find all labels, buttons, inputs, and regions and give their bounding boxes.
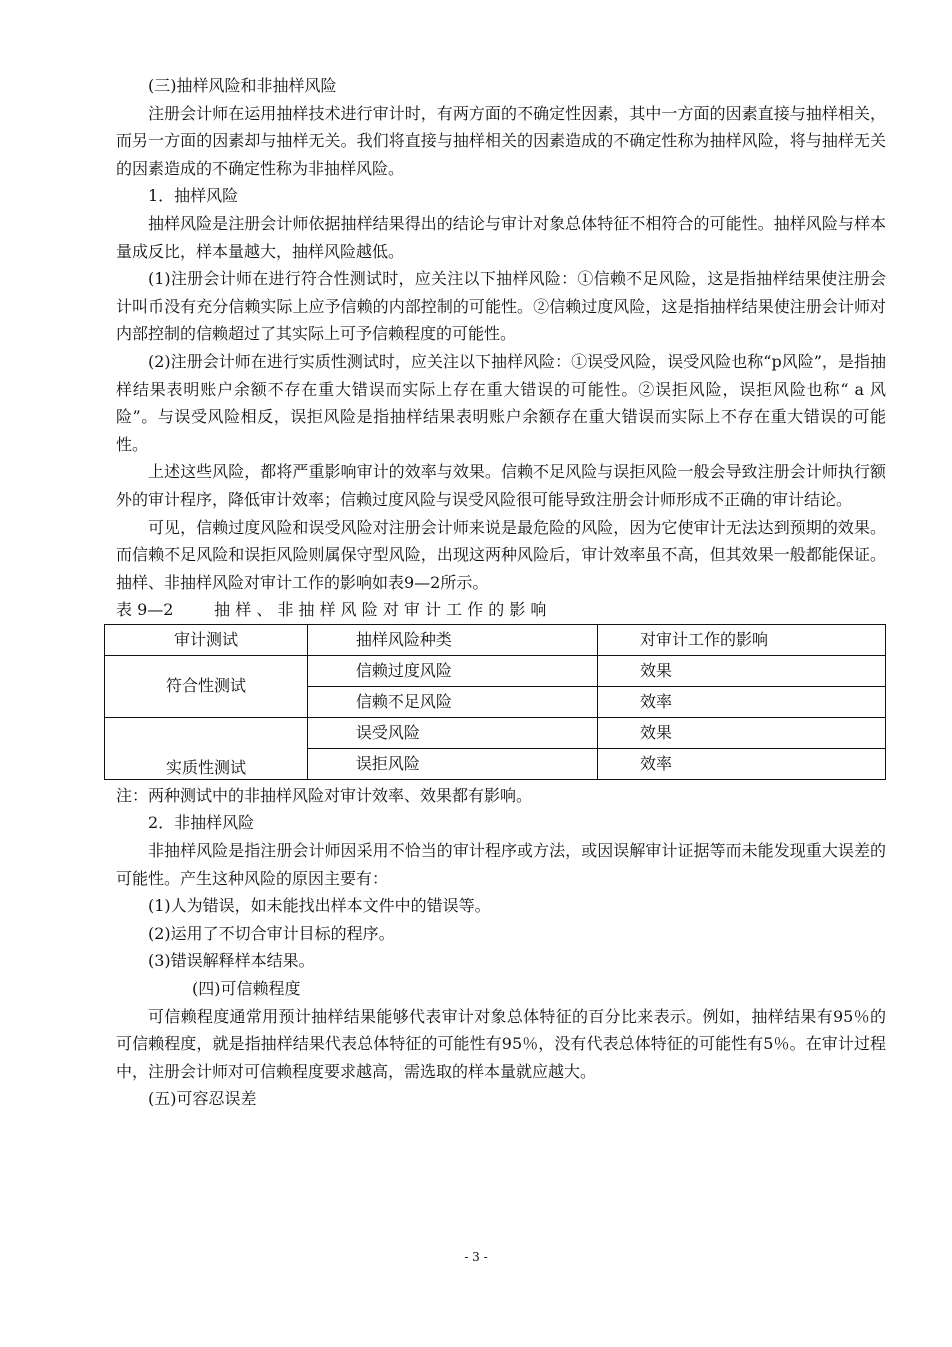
- table-cell-risk: 信赖不足风险: [307, 686, 597, 717]
- table-header-cell: 抽样风险种类: [307, 624, 597, 655]
- table-cell-test: 实质性测试: [105, 717, 308, 779]
- paragraph: 可信赖程度通常用预计抽样结果能够代表审计对象总体特征的百分比来表示。例如，抽样结果有95％的可信赖程度，就是指抽样结果代表总体特征的可能性有95％，没有代表总体特征的可能性有5％。在审计过程中，注册会计师对可信赖程度要求越高，需选取的样本量就应越大。: [116, 1006, 886, 1081]
- paragraph: 抽样风险是注册会计师依据抽样结果得出的结论与审计对象总体特征不相符合的可能性。抽样风险与样本量成反比，样本量越大，抽样风险越低。: [116, 213, 886, 261]
- table-cell-risk: 误受风险: [307, 717, 597, 748]
- table-caption: [116, 596, 886, 624]
- paragraph: 1．抽样风险: [148, 186, 239, 206]
- paragraph: (3)错误解释样本结果。: [148, 951, 315, 971]
- table-row: [105, 717, 886, 748]
- paragraph-group-1: [116, 72, 886, 596]
- paragraph: (四)可信赖程度: [192, 979, 301, 999]
- table-cell-impact: 效果: [597, 655, 885, 686]
- table-caption-number: 表 9—2: [116, 600, 174, 620]
- table-cell-risk: 误拒风险: [307, 748, 597, 779]
- paragraph: (1)人为错误，如未能找出样本文件中的错误等。: [148, 896, 491, 916]
- paragraph: (2)注册会计师在进行实质性测试时，应关注以下抽样风险：①误受风险，误受风险也称“p风险”，是指抽样结果表明账户余额不存在重大错误而实际上存在重大错误的可能性。②误拒风险，误拒风险也称“ a 风险”。与误受风险相反，误拒风险是指抽样结果表明账户余额存在重大错误而实际上不存在重大错误的可能性。: [116, 351, 886, 454]
- table-cell-impact: 效率: [597, 748, 885, 779]
- paragraph: 注册会计师在运用抽样技术进行审计时，有两方面的不确定性因素，其中一方面的因素直接与抽样相关，而另一方面的因素却与抽样无关。我们将直接与抽样相关的因素造成的不确定性称为抽样风险，将与抽样无关的因素造成的不确定性称为非抽样风险。: [116, 103, 886, 178]
- paragraph: 上述这些风险，都将严重影响审计的效率与效果。信赖不足风险与误拒风险一般会导致注册会计师执行额外的审计程序，降低审计效率；信赖过度风险与误受风险很可能导致注册会计师形成不正确的审计结论。: [116, 462, 886, 509]
- page-number: - 3 -: [464, 1250, 488, 1264]
- paragraph: 非抽样风险是指注册会计师因采用不恰当的审计程序或方法，或因误解审计证据等而未能发现重大误差的可能性。产生这种风险的原因主要有：: [116, 841, 886, 888]
- table-cell-risk: 信赖过度风险: [307, 655, 597, 686]
- paragraph: (三)抽样风险和非抽样风险: [148, 76, 337, 95]
- table-cell-impact: 效率: [597, 686, 885, 717]
- paragraph: 可见，信赖过度风险和误受风险对注册会计师来说是最危险的风险，因为它使审计无法达到预期的效果。而信赖不足风险和误拒风险则属保守型风险，出现这两种风险后，审计效率虽不高，但其效果一般都能保证。抽样、非抽样风险对审计工作的影响如表9—2所示。: [116, 517, 886, 592]
- paragraph: (2)运用了不切合审计目标的程序。: [148, 923, 395, 943]
- table-row: [105, 655, 886, 686]
- table-header-row: [105, 624, 886, 655]
- risk-impact-table: [104, 624, 886, 780]
- table-cell-impact: 效果: [597, 717, 885, 748]
- table-note: 注：两种测试中的非抽样风险对审计效率、效果都有影响。: [116, 785, 533, 805]
- table-caption-title: 抽 样 、 非 抽 样 风 险 对 审 计 工 作 的 影 响: [214, 600, 547, 620]
- paragraph: (五)可容忍误差: [148, 1089, 257, 1109]
- paragraph-group-2: [116, 809, 886, 1113]
- paragraph: 2．非抽样风险: [148, 813, 255, 833]
- paragraph: (1)注册会计师在进行符合性测试时，应关注以下抽样风险：①信赖不足风险，这是指抽样结果使注册会计叫币没有充分信赖实际上应予信赖的内部控制的可能性。②信赖过度风险，这是指抽样结果使注册会计师对内部控制的信赖超过了其实际上可予信赖程度的可能性。: [116, 269, 886, 344]
- table-header-cell: 审计测试: [105, 624, 308, 655]
- page-content: [116, 72, 886, 1113]
- table-cell-test: 符合性测试: [105, 655, 308, 717]
- table-header-cell: 对审计工作的影响: [597, 624, 885, 655]
